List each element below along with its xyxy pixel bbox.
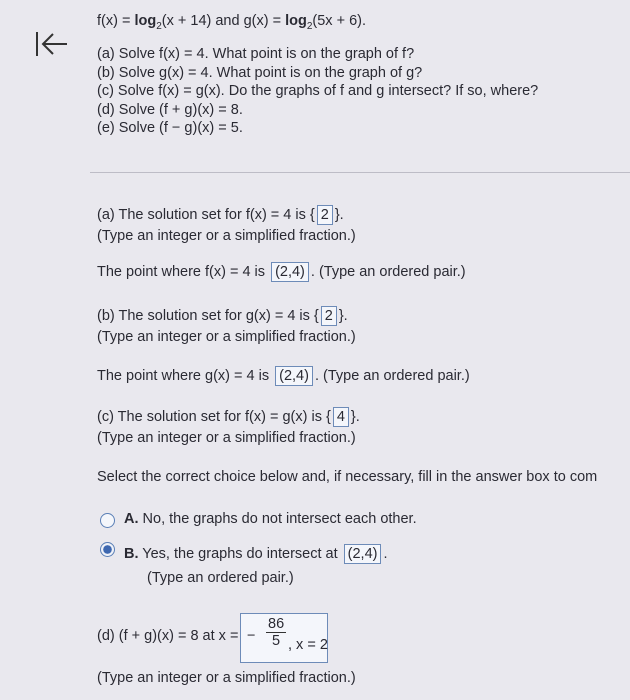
problem-definition: $f(x) = \log_2(x + 14)$ and $g(x) = \log_2(5x + 6)$. xyxy=(97,13,366,32)
d-minus: − xyxy=(247,628,256,644)
option-b-hint: (Type an ordered pair.) xyxy=(147,570,294,586)
b-point-answer-box[interactable]: (2,4) xyxy=(275,366,313,386)
option-b-answer-box[interactable]: (2,4) xyxy=(344,544,382,564)
a-point-answer-box[interactable]: (2,4) xyxy=(271,262,309,282)
d-rest: , x = 2 xyxy=(288,637,328,653)
problem-part-a: (a) Solve f(x) = 4. What point is on the graph of f? xyxy=(97,46,415,63)
option-a-radio[interactable] xyxy=(100,513,115,528)
option-b-radio[interactable] xyxy=(100,542,115,557)
a-solution-answer-box[interactable]: 2 xyxy=(317,205,333,225)
b-point-line: The point where g(x) = 4 is (2,4) . (Type an ordered pair.) xyxy=(97,368,470,384)
a-solution-line: (a) The solution set for f(x) = 4 is { 2 }. xyxy=(97,207,344,223)
d-fraction xyxy=(266,616,286,649)
b-solution-answer-box[interactable]: 2 xyxy=(321,306,337,326)
c-solution-line: (c) The solution set for f(x) = g(x) is { 4 }. xyxy=(97,409,360,425)
problem-part-d: (d) Solve (f + g)(x) = 8. xyxy=(97,101,243,118)
problem-statement xyxy=(97,12,538,138)
c-instruction: Select the correct choice below and, if necessary, fill in the answer box to com xyxy=(97,469,598,485)
problem-part-e: (e) Solve (f − g)(x) = 5. xyxy=(97,120,243,137)
d-hint: (Type an integer or a simplified fraction.) xyxy=(97,670,356,686)
b-solution-line: (b) The solution set for g(x) = 4 is { 2 }. xyxy=(97,308,348,324)
back-arrow-icon[interactable] xyxy=(34,30,70,58)
d-numerator: 86 xyxy=(268,616,285,632)
d-prefix: (d) (f + g)(x) = 8 at x = xyxy=(97,628,239,644)
section-divider xyxy=(90,172,630,173)
problem-part-c: (c) Solve f(x) = g(x). Do the graphs of f and g intersect? If so, where? xyxy=(97,83,539,100)
option-a[interactable]: A. No, the graphs do not intersect each other. xyxy=(124,511,417,527)
b-solution-hint: (Type an integer or a simplified fraction.) xyxy=(97,329,356,345)
d-denominator: 5 xyxy=(272,633,281,649)
option-b[interactable]: B. Yes, the graphs do intersect at (2,4) . xyxy=(124,546,388,562)
c-solution-answer-box[interactable]: 4 xyxy=(333,407,349,427)
a-point-line: The point where f(x) = 4 is (2,4) . (Type an ordered pair.) xyxy=(97,264,466,280)
a-solution-hint: (Type an integer or a simplified fraction.) xyxy=(97,228,356,244)
problem-part-b: (b) Solve g(x) = 4. What point is on the graph of g? xyxy=(97,64,423,81)
c-solution-hint: (Type an integer or a simplified fraction.) xyxy=(97,430,356,446)
